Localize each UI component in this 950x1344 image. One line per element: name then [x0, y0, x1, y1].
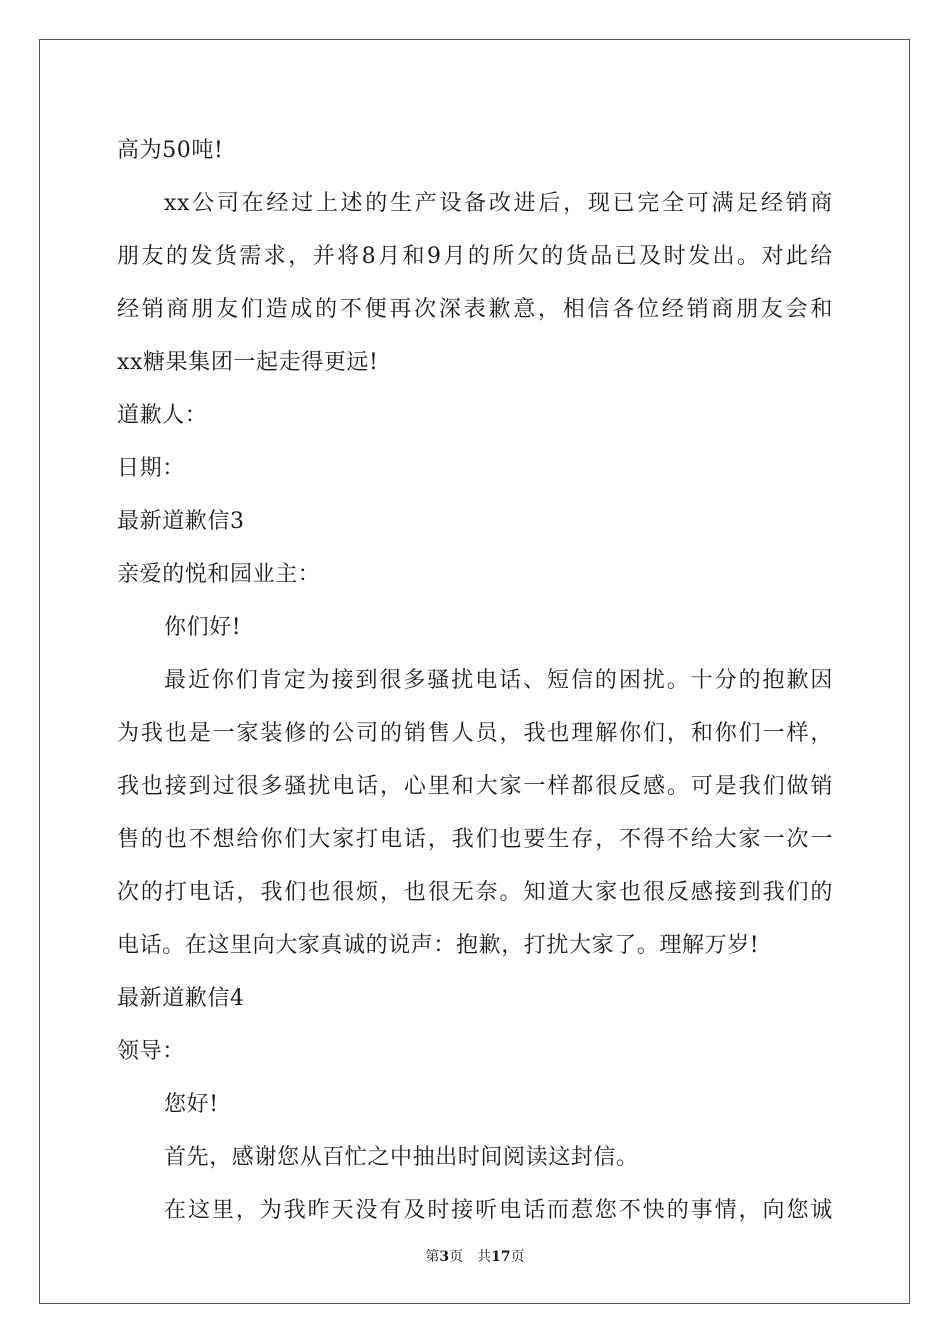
section-heading: 最新道歉信3: [117, 509, 245, 534]
paragraph-line: xx公司在经过上述的生产设备改进后，现已完全可满足经销商: [164, 191, 833, 216]
paragraph-line: 售的也不想给你们大家打电话，我们也要生存，不得不给大家一次一: [117, 827, 833, 852]
paragraph-line: 为我也是一家装修的公司的销售人员，我也理解你们，和你们一样，: [117, 721, 833, 746]
salutation: 亲爱的悦和园业主：: [117, 562, 321, 587]
section-heading: 最新道歉信4: [117, 986, 245, 1011]
total-prefix: 共: [477, 1249, 492, 1265]
paragraph-line: 经销商朋友们造成的不便再次深表歉意，相信各位经销商朋友会和: [117, 297, 833, 322]
paragraph-line: 次的打电话，我们也很烦，也很无奈。知道大家也很反感接到我们的: [117, 880, 833, 905]
paragraph-line: 电话。在这里向大家真诚的说声：抱歉，打扰大家了。理解万岁!: [117, 933, 760, 958]
total-pages: 17: [491, 1249, 511, 1265]
paragraph-line: 最近你们肯定为接到很多骚扰电话、短信的困扰。十分的抱歉因: [164, 668, 833, 693]
greeting: 你们好!: [164, 615, 242, 640]
signature-label: 道歉人：: [117, 403, 208, 428]
paragraph-line: 我也接到过很多骚扰电话，心里和大家一样都很反感。可是我们做销: [117, 774, 833, 799]
page-number: 3: [439, 1249, 450, 1265]
salutation: 领导：: [117, 1039, 185, 1064]
greeting: 您好!: [164, 1092, 219, 1117]
page-prefix: 第: [425, 1249, 440, 1265]
document-body: [117, 124, 833, 1237]
paragraph-line: 朋友的发货需求，并将8月和9月的所欠的货品已及时发出。对此给: [117, 244, 833, 269]
page-suffix: 页: [449, 1249, 464, 1265]
date-label: 日期：: [117, 456, 185, 481]
paragraph-line: 首先，感谢您从百忙之中抽出时间阅读这封信。: [164, 1145, 639, 1170]
paragraph-line: xx糖果集团一起走得更远!: [117, 350, 379, 375]
total-suffix: 页: [510, 1249, 525, 1265]
paragraph-line: 在这里，为我昨天没有及时接听电话而惹您不快的事情，向您诚: [164, 1198, 833, 1223]
page-footer: [0, 1247, 950, 1267]
paragraph-line: 高为50吨!: [117, 138, 224, 163]
